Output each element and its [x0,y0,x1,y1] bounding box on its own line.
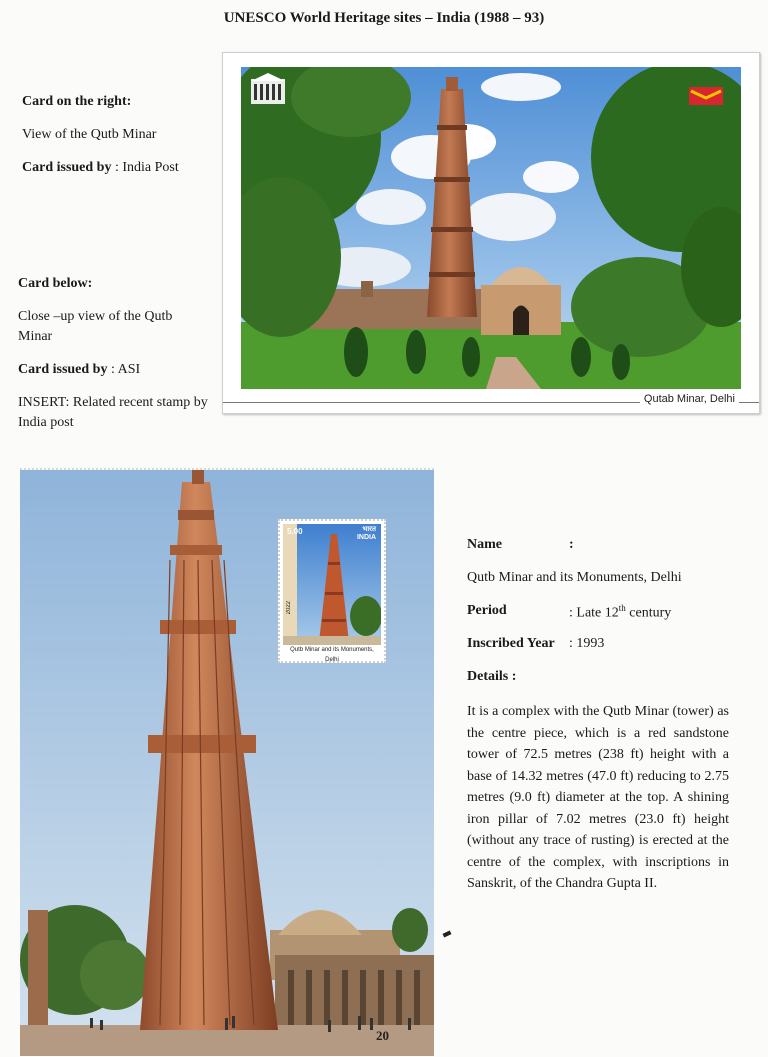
period-sup: th [618,603,626,613]
name-sep: : [569,537,574,552]
card-below-desc: Close –up view of the Qutb Minar [18,309,173,344]
card-right-issued [22,158,218,178]
year-value: : 1993 [569,636,605,651]
qutb-minar-photo [241,67,741,389]
top-card-caption: Qutab Minar, Delhi [640,393,739,405]
period-label: Period [467,603,507,618]
name-value: Qutb Minar and its Monuments, Delhi [467,570,682,585]
fold-mark [443,930,452,937]
year-row [467,636,729,652]
card-right-heading: Card on the right: [22,94,132,109]
details-text: It is a complex with the Qutb Minar (tower) as the centre piece, which is a red sandstone tower of 72.5 metres (238 ft) height with a base of 14.32 metres (47.0 ft) reducing to 2.75 metres (9.0 ft) diameter at the top. A shining iron pillar of 7.02 metres (23.0 ft) height (without any trace of rusting) is erected at the centre of the complex, with inscriptions in Sanskrit, of the Chandra Gupta II. [467,704,729,891]
card-right-desc: View of the Qutb Minar [22,127,157,142]
postcard-qutb-view [222,52,760,414]
name-label: Name [467,537,502,552]
page-title: UNESCO World Heritage sites – India (1988 – 93) [223,10,545,26]
name-row [467,537,729,553]
card-below-notes [18,274,218,433]
stamp-insert [278,519,386,663]
year-label: Inscribed Year [467,636,555,651]
card-right-issued-label: Card issued by [22,160,112,175]
card-below-issued-value: : ASI [110,362,141,377]
card-below-issued-label: Card issued by [18,362,108,377]
card-right-issued-value: : India Post [114,160,179,175]
period-value-prefix: : Late 12 [569,605,619,621]
stamp-year: 2022 [286,601,292,615]
period-row [467,603,729,619]
card-below-issued [18,360,218,380]
india-post-logo-icon [689,87,723,105]
stamp-country: भारत INDIA [356,526,376,541]
stamp-value: 5.00 [287,527,303,536]
stamp-caption: Qutb Minar and its Monuments, Delhi [283,645,381,655]
card-below-heading: Card below: [18,276,93,291]
insert-note: INSERT: Related recent stamp by India post [18,395,208,430]
card-right-notes [18,92,218,178]
details-label: Details : [467,669,517,684]
period-suffix: century [625,605,672,621]
stamp-image [283,524,381,645]
period-value [569,603,671,622]
page-number: 20 [376,1028,389,1043]
